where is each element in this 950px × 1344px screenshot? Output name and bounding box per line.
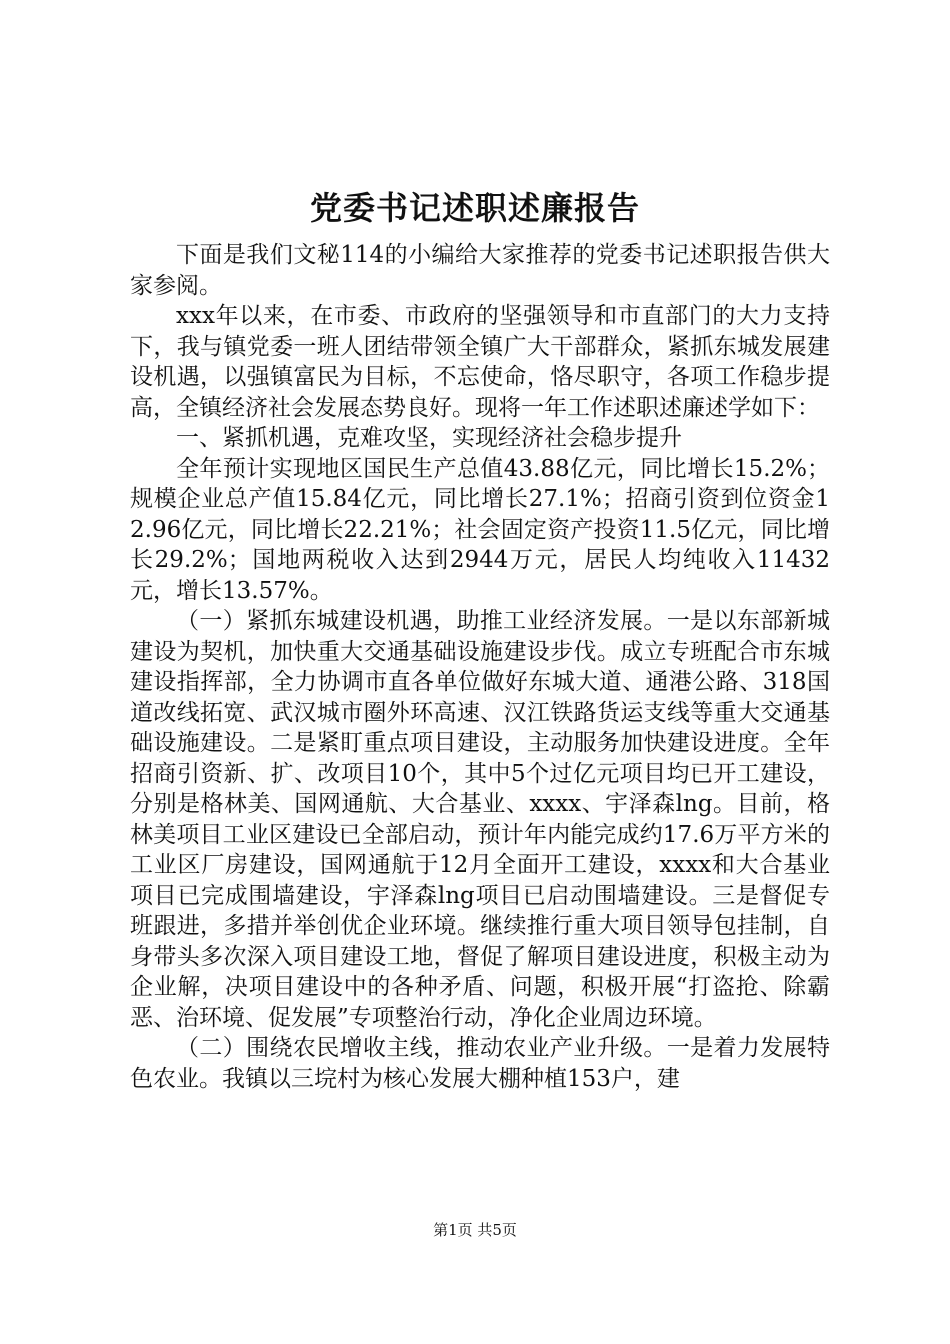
document-body	[130, 240, 830, 1094]
subsection-paragraph-1: （一）紧抓东城建设机遇，助推工业经济发展。一是以东部新城建设为契机，加快重大交通基础设施建设步伐。成立专班配合市东城建设指挥部，全力协调市直各单位做好东城大道、通港公路、318国道改线拓宽、武汉城市圈外环高速、汉江铁路货运支线等重大交通基础设施建设。二是紧盯重点项目建设，主动服务加快建设进度。全年招商引资新、扩、改项目10个，其中5个过亿元项目均已开工建设，分别是格林美、国网通航、大合基业、xxxx、宇泽森lng。目前，格林美项目工业区建设已全部启动，预计年内能完成约17.6万平方米的工业区厂房建设，国网通航于12月全面开工建设，xxxx和大合基业项目已完成围墙建设，宇泽森lng项目已启动围墙建设。三是督促专班跟进，多措并举创优企业环境。继续推行重大项目领导包挂制，自身带头多次深入项目建设工地，督促了解项目建设进度，积极主动为企业解，决项目建设中的各种矛盾、问题，积极开展“打盗抢、除霸恶、治环境、促发展”专项整治行动，净化企业周边环境。	[130, 608, 830, 1031]
subsection-paragraph-2: （二）围绕农民增收主线，推动农业产业升级。一是着力发展特色农业。我镇以三垸村为核心发展大棚种植153户，建	[130, 1035, 830, 1092]
section-heading-1: 一、紧抓机遇，克难攻坚，实现经济社会稳步提升	[176, 425, 682, 451]
document-title: 党委书记述职述廉报告	[309, 189, 640, 227]
page-number-footer: 第1页 共5页	[433, 1221, 517, 1239]
opening-paragraph: xxx年以来，在市委、市政府的坚强领导和市直部门的大力支持下，我与镇党委一班人团结带领全镇广大干部群众，紧抓东城发展建设机遇，以强镇富民为目标，不忘使命，恪尽职守，各项工作稳步提高，全镇经济社会发展态势良好。现将一年工作述职述廉述学如下：	[130, 303, 830, 421]
statistics-paragraph: 全年预计实现地区国民生产总值43.88亿元，同比增长15.2%；规模企业总产值15.84亿元，同比增长27.1%；招商引资到位资金12.96亿元，同比增长22.21%；社会固定资产投资11.5亿元，同比增长29.2%；国地两税收入达到2944万元，居民人均纯收入11432元，增长13.57%。	[130, 455, 830, 604]
intro-paragraph: 下面是我们文秘114的小编给大家推荐的党委书记述职报告供大家参阅。	[130, 242, 830, 299]
